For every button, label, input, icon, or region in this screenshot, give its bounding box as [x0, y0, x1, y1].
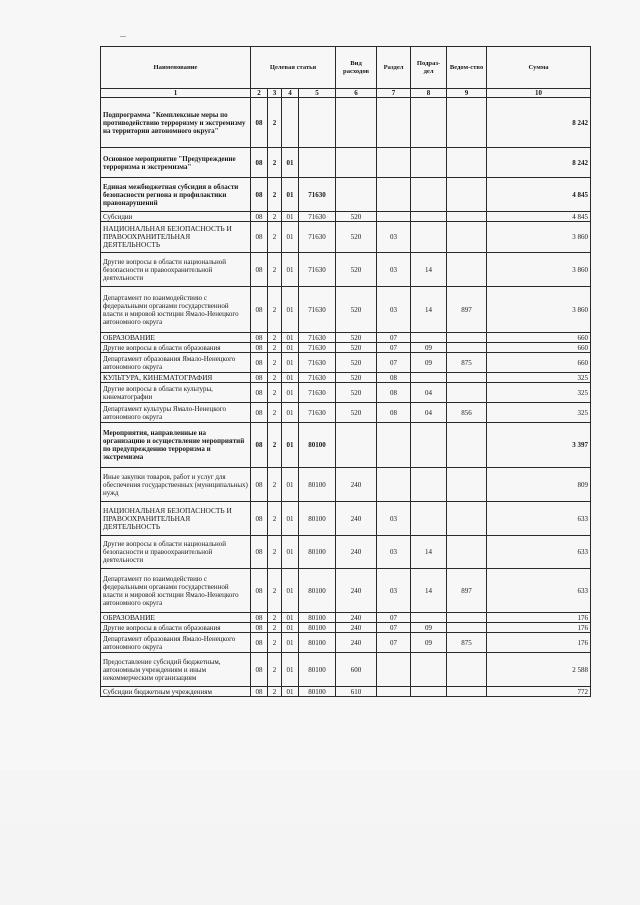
scan-mark [120, 36, 126, 37]
section-code [377, 148, 411, 178]
section-code: 03 [377, 287, 411, 333]
target-code-4: 80100 [299, 653, 336, 687]
target-code-1: 08 [251, 222, 268, 253]
target-code-3: 01 [282, 633, 299, 653]
target-code-1: 08 [251, 468, 268, 502]
table-row [101, 687, 591, 697]
target-code-4: 80100 [299, 502, 336, 536]
department-code [447, 383, 487, 403]
row-sum: 8 242 [487, 98, 591, 148]
row-sum: 176 [487, 623, 591, 633]
target-code-4: 71630 [299, 343, 336, 353]
target-code-1: 08 [251, 253, 268, 287]
row-name: Другие вопросы в области национальной безопасности и правоохранительной деятельности [101, 253, 251, 287]
section-code [377, 653, 411, 687]
target-code-2: 2 [268, 633, 282, 653]
department-code [447, 653, 487, 687]
subsection-code [411, 98, 447, 148]
row-name: ОБРАЗОВАНИЕ [101, 613, 251, 623]
table-row [101, 253, 591, 287]
target-code-4 [299, 98, 336, 148]
table-row [101, 178, 591, 212]
target-code-1: 08 [251, 687, 268, 697]
expense-type [336, 98, 377, 148]
target-code-2: 2 [268, 212, 282, 222]
section-code: 03 [377, 569, 411, 613]
subsection-code: 04 [411, 383, 447, 403]
column-number-row [101, 89, 591, 98]
table-row [101, 403, 591, 423]
table-row [101, 653, 591, 687]
target-code-1: 08 [251, 333, 268, 343]
expense-type [336, 423, 377, 468]
expense-type: 240 [336, 613, 377, 623]
table-row [101, 383, 591, 403]
expense-type: 520 [336, 343, 377, 353]
subsection-code [411, 148, 447, 178]
table-header-row [101, 47, 591, 89]
col-number: 1 [101, 89, 251, 98]
target-code-3: 01 [282, 333, 299, 343]
target-code-1: 08 [251, 536, 268, 569]
section-code [377, 212, 411, 222]
target-code-3: 01 [282, 687, 299, 697]
target-code-4: 71630 [299, 287, 336, 333]
section-code: 08 [377, 403, 411, 423]
expense-type [336, 148, 377, 178]
subsection-code: 14 [411, 569, 447, 613]
target-code-2: 2 [268, 536, 282, 569]
department-code [447, 623, 487, 633]
department-code: 897 [447, 287, 487, 333]
row-name: КУЛЬТУРА, КИНЕМАТОГРАФИЯ [101, 373, 251, 383]
expense-type: 520 [336, 373, 377, 383]
target-code-1: 08 [251, 423, 268, 468]
table-row [101, 613, 591, 623]
header-section: Раздел [377, 47, 411, 89]
table-row [101, 353, 591, 373]
target-code-4: 71630 [299, 403, 336, 423]
target-code-2: 2 [268, 287, 282, 333]
row-sum: 633 [487, 536, 591, 569]
department-code [447, 343, 487, 353]
expense-type: 240 [336, 623, 377, 633]
target-code-3: 01 [282, 353, 299, 373]
target-code-3: 01 [282, 468, 299, 502]
section-code: 03 [377, 536, 411, 569]
target-code-3: 01 [282, 287, 299, 333]
target-code-1: 08 [251, 569, 268, 613]
target-code-3: 01 [282, 212, 299, 222]
target-code-2: 2 [268, 468, 282, 502]
row-name: Субсидии бюджетным учреждениям [101, 687, 251, 697]
expense-type: 520 [336, 212, 377, 222]
col-number: 2 [251, 89, 268, 98]
expense-type: 240 [336, 633, 377, 653]
expense-type: 240 [336, 569, 377, 613]
row-sum: 2 588 [487, 653, 591, 687]
target-code-4 [299, 148, 336, 178]
row-name: ОБРАЗОВАНИЕ [101, 333, 251, 343]
target-code-2: 2 [268, 343, 282, 353]
table-row [101, 569, 591, 613]
row-sum: 4 845 [487, 212, 591, 222]
subsection-code: 14 [411, 253, 447, 287]
section-code [377, 178, 411, 212]
row-name: Другие вопросы в области культуры, кинематографии [101, 383, 251, 403]
table-row [101, 333, 591, 343]
target-code-2: 2 [268, 623, 282, 633]
target-code-1: 08 [251, 373, 268, 383]
target-code-2: 2 [268, 373, 282, 383]
department-code [447, 178, 487, 212]
target-code-1: 08 [251, 178, 268, 212]
row-sum: 325 [487, 403, 591, 423]
target-code-3: 01 [282, 502, 299, 536]
col-number: 4 [282, 89, 299, 98]
row-sum: 660 [487, 353, 591, 373]
department-code [447, 253, 487, 287]
row-name: Мероприятия, направленные на организацию и осуществление мероприятий по предупреждению терроризма и экстремизма [101, 423, 251, 468]
row-sum: 176 [487, 613, 591, 623]
target-code-1: 08 [251, 653, 268, 687]
row-sum: 3 860 [487, 287, 591, 333]
table-row [101, 423, 591, 468]
col-number: 10 [487, 89, 591, 98]
col-number: 7 [377, 89, 411, 98]
department-code [447, 613, 487, 623]
row-sum: 660 [487, 333, 591, 343]
row-name: Департамент по взаимодействию с федеральными органами государственной власти и мировой юстиции Ямало-Ненецкого автономного округа [101, 569, 251, 613]
row-name: Другие вопросы в области образования [101, 343, 251, 353]
row-name: Подпрограмма "Комплексные меры по противодействию терроризму и экстремизму на территории автономного округа" [101, 98, 251, 148]
section-code [377, 468, 411, 502]
department-code [447, 333, 487, 343]
target-code-4: 71630 [299, 212, 336, 222]
department-code [447, 687, 487, 697]
expense-type: 520 [336, 253, 377, 287]
target-code-4: 80100 [299, 536, 336, 569]
row-sum: 3 397 [487, 423, 591, 468]
table-row [101, 212, 591, 222]
department-code [447, 148, 487, 178]
department-code [447, 536, 487, 569]
budget-table [100, 46, 591, 697]
section-code: 07 [377, 623, 411, 633]
target-code-1: 08 [251, 613, 268, 623]
target-code-2: 2 [268, 222, 282, 253]
expense-type: 520 [336, 222, 377, 253]
department-code [447, 373, 487, 383]
target-code-3: 01 [282, 613, 299, 623]
col-number: 9 [447, 89, 487, 98]
target-code-2: 2 [268, 98, 282, 148]
target-code-4: 71630 [299, 253, 336, 287]
table-row [101, 623, 591, 633]
target-code-3: 01 [282, 178, 299, 212]
row-name: Департамент образования Ямало-Ненецкого автономного округа [101, 633, 251, 653]
target-code-2: 2 [268, 383, 282, 403]
section-code [377, 98, 411, 148]
row-sum: 4 845 [487, 178, 591, 212]
row-sum: 772 [487, 687, 591, 697]
row-name: Департамент по взаимодействию с федеральными органами государственной власти и мировой юстиции Ямало-Ненецкого автономного округа [101, 287, 251, 333]
target-code-1: 08 [251, 287, 268, 333]
table-row [101, 502, 591, 536]
target-code-4: 80100 [299, 423, 336, 468]
target-code-2: 2 [268, 687, 282, 697]
row-name: Единая межбюджетная субсидия в области безопасности региона и профилактики правонарушений [101, 178, 251, 212]
target-code-1: 08 [251, 623, 268, 633]
col-number: 8 [411, 89, 447, 98]
target-code-2: 2 [268, 613, 282, 623]
row-name: Предоставление субсидий бюджетным, автономным учреждениям и иным некоммерческим организациям [101, 653, 251, 687]
section-code: 07 [377, 343, 411, 353]
table-row [101, 468, 591, 502]
target-code-1: 08 [251, 502, 268, 536]
target-code-2: 2 [268, 502, 282, 536]
department-code: 875 [447, 633, 487, 653]
subsection-code: 04 [411, 403, 447, 423]
expense-type: 600 [336, 653, 377, 687]
subsection-code [411, 653, 447, 687]
header-sum: Сумма [487, 47, 591, 89]
section-code: 07 [377, 353, 411, 373]
target-code-4: 71630 [299, 178, 336, 212]
subsection-code: 09 [411, 633, 447, 653]
header-target: Целевая статья [251, 47, 336, 89]
section-code: 07 [377, 633, 411, 653]
expense-type: 240 [336, 502, 377, 536]
header-expense: Вид расходов [336, 47, 377, 89]
expense-type: 240 [336, 536, 377, 569]
target-code-2: 2 [268, 333, 282, 343]
target-code-3: 01 [282, 536, 299, 569]
target-code-2: 2 [268, 178, 282, 212]
row-sum: 633 [487, 502, 591, 536]
section-code [377, 423, 411, 468]
target-code-4: 80100 [299, 687, 336, 697]
target-code-4: 80100 [299, 633, 336, 653]
subsection-code [411, 333, 447, 343]
row-sum: 3 860 [487, 222, 591, 253]
target-code-4: 80100 [299, 623, 336, 633]
target-code-3: 01 [282, 222, 299, 253]
target-code-4: 71630 [299, 353, 336, 373]
row-sum: 633 [487, 569, 591, 613]
target-code-2: 2 [268, 569, 282, 613]
row-name: Иные закупки товаров, работ и услуг для обеспечения государственных (муниципальных) нужд [101, 468, 251, 502]
header-name: Наименование [101, 47, 251, 89]
target-code-4: 71630 [299, 222, 336, 253]
section-code: 03 [377, 253, 411, 287]
subsection-code: 09 [411, 343, 447, 353]
section-code: 03 [377, 222, 411, 253]
target-code-4: 71630 [299, 383, 336, 403]
target-code-4: 80100 [299, 569, 336, 613]
department-code [447, 212, 487, 222]
department-code [447, 468, 487, 502]
target-code-3: 01 [282, 373, 299, 383]
target-code-4: 71630 [299, 333, 336, 343]
target-code-3: 01 [282, 383, 299, 403]
subsection-code [411, 222, 447, 253]
target-code-3: 01 [282, 253, 299, 287]
subsection-code [411, 212, 447, 222]
expense-type: 240 [336, 468, 377, 502]
department-code [447, 98, 487, 148]
subsection-code [411, 613, 447, 623]
target-code-1: 08 [251, 353, 268, 373]
row-name: Другие вопросы в области национальной безопасности и правоохранительной деятельности [101, 536, 251, 569]
row-sum: 8 242 [487, 148, 591, 178]
subsection-code [411, 423, 447, 468]
row-name: НАЦИОНАЛЬНАЯ БЕЗОПАСНОСТЬ И ПРАВООХРАНИТЕЛЬНАЯ ДЕЯТЕЛЬНОСТЬ [101, 502, 251, 536]
expense-type: 610 [336, 687, 377, 697]
table-row [101, 287, 591, 333]
department-code [447, 222, 487, 253]
target-code-1: 08 [251, 633, 268, 653]
section-code: 03 [377, 502, 411, 536]
row-name: Департамент образования Ямало-Ненецкого автономного округа [101, 353, 251, 373]
subsection-code: 09 [411, 353, 447, 373]
table-row [101, 536, 591, 569]
table-row [101, 373, 591, 383]
target-code-4: 80100 [299, 468, 336, 502]
target-code-3: 01 [282, 343, 299, 353]
row-sum: 325 [487, 383, 591, 403]
subsection-code: 14 [411, 536, 447, 569]
col-number: 5 [299, 89, 336, 98]
row-name: Другие вопросы в области образования [101, 623, 251, 633]
target-code-2: 2 [268, 353, 282, 373]
target-code-3 [282, 98, 299, 148]
section-code: 08 [377, 373, 411, 383]
header-department: Ведом-ство [447, 47, 487, 89]
department-code: 875 [447, 353, 487, 373]
table-row [101, 343, 591, 353]
department-code [447, 423, 487, 468]
section-code: 08 [377, 383, 411, 403]
subsection-code: 14 [411, 287, 447, 333]
expense-type: 520 [336, 333, 377, 343]
target-code-3: 01 [282, 653, 299, 687]
department-code [447, 502, 487, 536]
expense-type [336, 178, 377, 212]
target-code-1: 08 [251, 98, 268, 148]
row-sum: 3 860 [487, 253, 591, 287]
subsection-code [411, 687, 447, 697]
subsection-code [411, 178, 447, 212]
expense-type: 520 [336, 287, 377, 333]
row-name: Департамент культуры Ямало-Ненецкого автономного округа [101, 403, 251, 423]
target-code-3: 01 [282, 403, 299, 423]
col-number: 3 [268, 89, 282, 98]
section-code: 07 [377, 613, 411, 623]
department-code: 856 [447, 403, 487, 423]
subsection-code: 09 [411, 623, 447, 633]
section-code: 07 [377, 333, 411, 343]
target-code-2: 2 [268, 403, 282, 423]
target-code-2: 2 [268, 253, 282, 287]
subsection-code [411, 502, 447, 536]
section-code [377, 687, 411, 697]
target-code-4: 80100 [299, 613, 336, 623]
row-sum: 809 [487, 468, 591, 502]
table-row [101, 633, 591, 653]
target-code-1: 08 [251, 403, 268, 423]
subsection-code [411, 373, 447, 383]
expense-type: 520 [336, 383, 377, 403]
table-row [101, 98, 591, 148]
target-code-2: 2 [268, 148, 282, 178]
expense-type: 520 [336, 353, 377, 373]
subsection-code [411, 468, 447, 502]
target-code-2: 2 [268, 653, 282, 687]
target-code-3: 01 [282, 569, 299, 613]
row-name: НАЦИОНАЛЬНАЯ БЕЗОПАСНОСТЬ И ПРАВООХРАНИТЕЛЬНАЯ ДЕЯТЕЛЬНОСТЬ [101, 222, 251, 253]
expense-type: 520 [336, 403, 377, 423]
table-row [101, 148, 591, 178]
target-code-1: 08 [251, 343, 268, 353]
target-code-1: 08 [251, 383, 268, 403]
target-code-4: 71630 [299, 373, 336, 383]
target-code-3: 01 [282, 148, 299, 178]
row-sum: 325 [487, 373, 591, 383]
table-row [101, 222, 591, 253]
row-name: Субсидии [101, 212, 251, 222]
col-number: 6 [336, 89, 377, 98]
row-sum: 660 [487, 343, 591, 353]
header-subsection: Подраз-дел [411, 47, 447, 89]
target-code-1: 08 [251, 148, 268, 178]
target-code-2: 2 [268, 423, 282, 468]
target-code-3: 01 [282, 423, 299, 468]
row-sum: 176 [487, 633, 591, 653]
target-code-1: 08 [251, 212, 268, 222]
department-code: 897 [447, 569, 487, 613]
target-code-3: 01 [282, 623, 299, 633]
row-name: Основное мероприятие "Предупреждение терроризма и экстремизма" [101, 148, 251, 178]
